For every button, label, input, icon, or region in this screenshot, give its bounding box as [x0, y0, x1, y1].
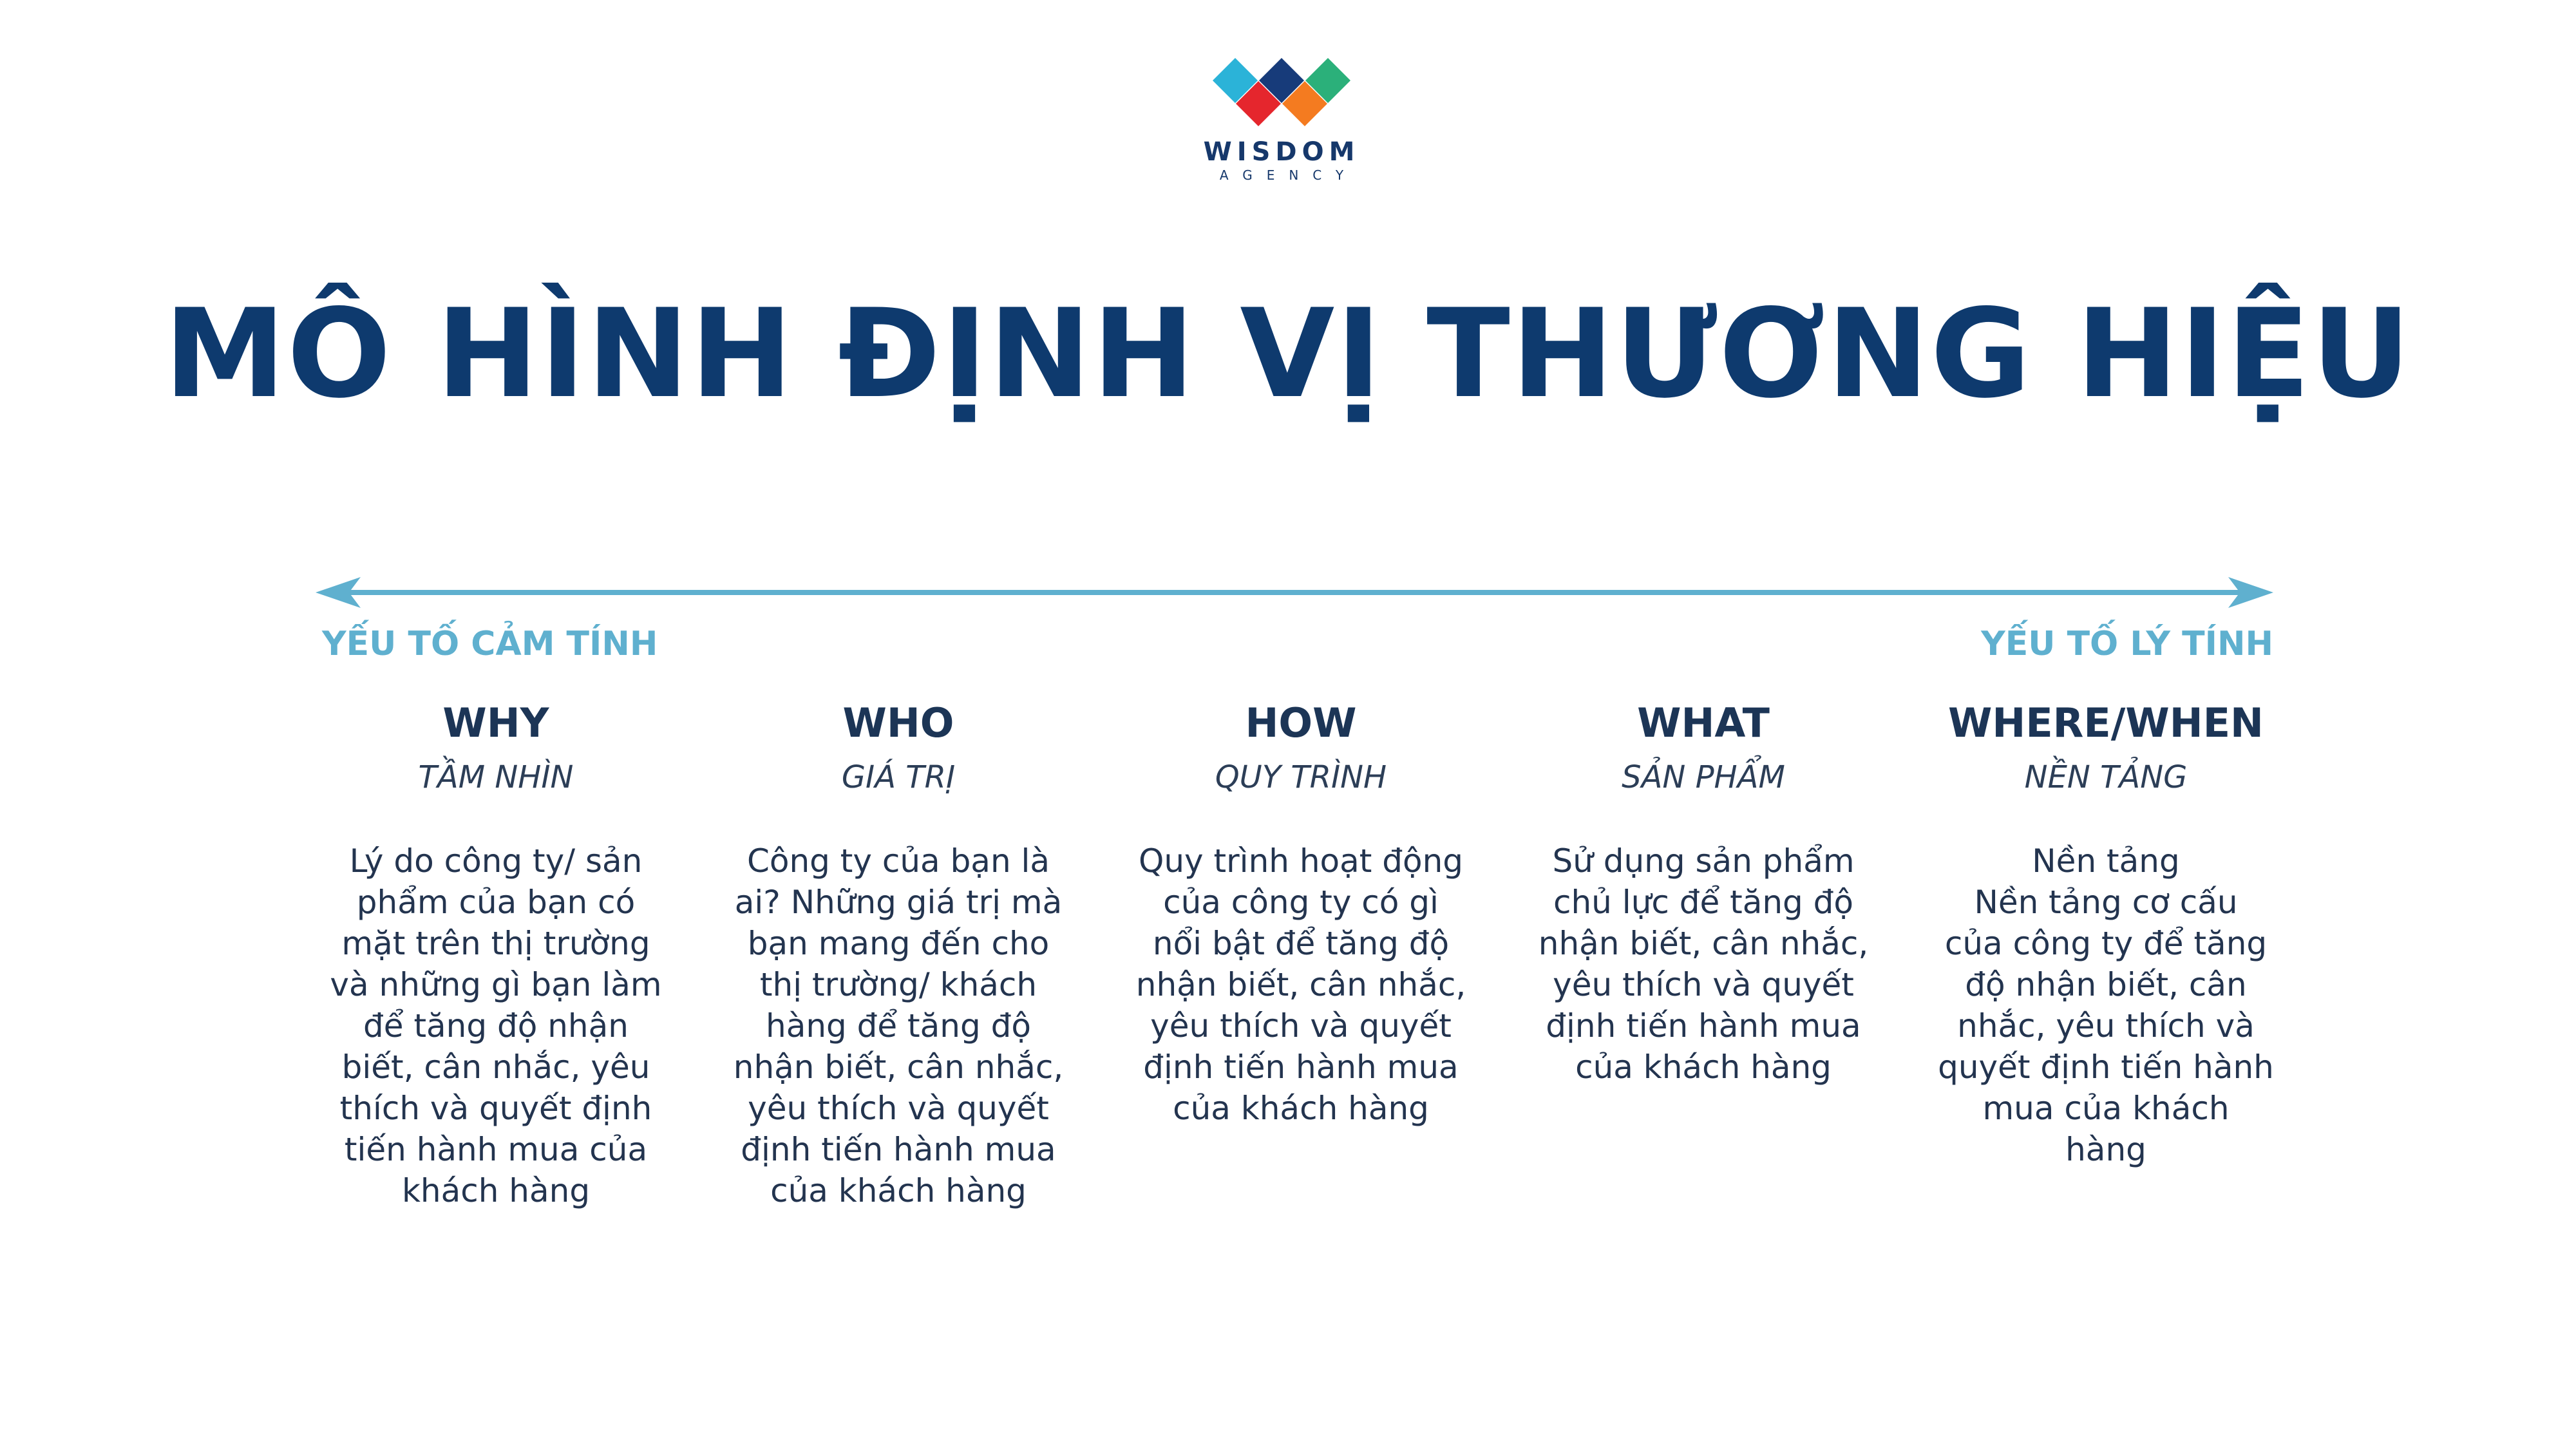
- column-subheading: GIÁ TRỊ: [841, 759, 956, 795]
- column-why: [316, 692, 676, 1211]
- wisdom-agency-logo: [1185, 58, 1378, 183]
- column-what: [1523, 692, 1884, 1088]
- column-heading: WHAT: [1637, 699, 1770, 746]
- diamond-logo-icon: [1211, 58, 1352, 129]
- column-heading: HOW: [1245, 699, 1357, 746]
- logo-name: WISDOM: [1203, 137, 1360, 167]
- column-description: Sử dụng sản phẩm chủ lực để tăng độ nhận biết, cân nhắc, yêu thích và quyết định tiến hành mua của khách hàng: [1538, 842, 1869, 1086]
- double-arrow-axis: [316, 567, 2273, 618]
- page-title: MÔ HÌNH ĐỊNH VỊ THƯƠNG HIỆU: [164, 283, 2412, 425]
- column-who: [718, 692, 1079, 1211]
- column-heading: WHO: [842, 699, 954, 746]
- column-heading: WHERE/WHEN: [1948, 699, 2264, 746]
- column-subheading: QUY TRÌNH: [1215, 759, 1387, 795]
- logo-subname: AGENCY: [1219, 167, 1358, 183]
- column-subheading: SẢN PHẨM: [1622, 759, 1785, 795]
- column-where-when: [1926, 692, 2286, 1170]
- axis-label-emotional: YẾU TỐ CẢM TÍNH: [322, 625, 658, 663]
- column-description: Công ty của bạn là ai? Những giá trị mà bạn mang đến cho thị trường/ khách hàng để tăng độ nhận biết, cân nhắc, yêu thích và quyết định tiến hành mua của khách hàng: [733, 842, 1064, 1209]
- column-subheading: TẦM NHÌN: [418, 759, 574, 795]
- column-description: Nền tảng Nền tảng cơ cấu của công ty để tăng độ nhận biết, cân nhắc, yêu thích và quyết định tiến hành mua của khách hàng: [1938, 842, 2274, 1168]
- column-heading: WHY: [442, 699, 549, 746]
- column-description: Quy trình hoạt động của công ty có gì nổi bật để tăng độ nhận biết, cân nhắc, yêu thích và quyết định tiến hành mua của khách hàng: [1135, 842, 1466, 1127]
- column-how: [1121, 692, 1481, 1129]
- axis-label-rational: YẾU TỐ LÝ TÍNH: [1981, 625, 2273, 663]
- column-subheading: NỀN TẢNG: [2024, 759, 2188, 795]
- column-description: Lý do công ty/ sản phẩm của bạn có mặt trên thị trường và những gì bạn làm để tăng độ nhận biết, cân nhắc, yêu thích và quyết định tiến hành mua của khách hàng: [330, 842, 662, 1209]
